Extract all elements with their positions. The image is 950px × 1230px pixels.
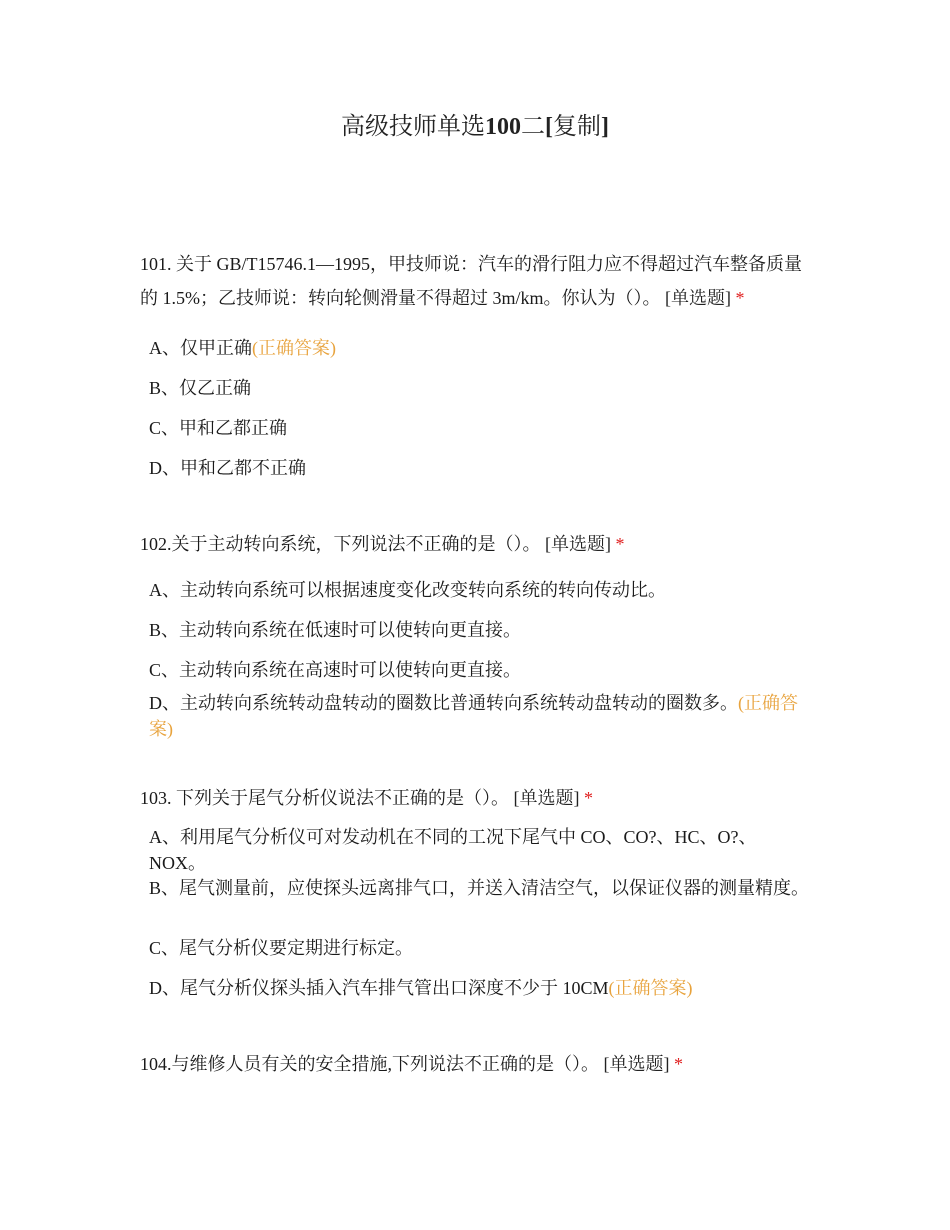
question-101 [140,247,810,315]
correct-answer-label: (正确答案) [252,338,336,358]
option-102-c: C、主动转向系统在高速时可以使转向更直接。 [149,660,522,680]
option-101-a: A、仅甲正确(正确答案) [149,338,336,358]
question-stem: 101. 关于 GB/T15746.1—1995，甲技师说：汽车的滑行阻力应不得超过汽车整备质量的 1.5%；乙技师说：转向轮侧滑量不得超过 3m/km。你认为（）。 [单选题] * [140,254,802,308]
option-101-b: B、仅乙正确 [149,378,252,398]
required-mark: * [584,788,593,808]
required-mark: * [735,288,745,308]
option-103-a: A、利用尾气分析仪可对发动机在不同的工况下尾气中 CO、CO?、HC、O?、NOX。 [149,827,757,873]
title-text: 高级技师单选 [341,114,485,140]
question-103 [140,781,810,815]
option-103-d: D、尾气分析仪探头插入汽车排气管出口深度不少于 10CM(正确答案) [149,978,693,998]
title-suffix: 二 [521,114,545,140]
correct-answer-label: (正确答案) [149,693,798,739]
title-copy-label: 复制 [553,114,601,140]
question-stem: 104.与维修人员有关的安全措施,下列说法不正确的是（）。 [单选题] * [140,1054,683,1074]
correct-answer-label: (正确答案) [608,978,693,998]
question-stem: 102.关于主动转向系统，下列说法不正确的是（）。 [单选题] * [140,534,625,554]
question-102 [140,527,810,561]
required-mark: * [674,1054,683,1074]
option-101-c: C、甲和乙都正确 [149,418,288,438]
required-mark: * [615,534,625,554]
question-stem: 103. 下列关于尾气分析仪说法不正确的是（）。 [单选题] * [140,788,593,808]
option-102-a: A、主动转向系统可以根据速度变化改变转向系统的转向传动比。 [149,580,666,600]
option-102-d: D、主动转向系统转动盘转动的圈数比普通转向系统转动盘转动的圈数多。(正确答案) [149,693,798,739]
question-104 [140,1047,810,1081]
option-103-b: B、尾气测量前，应使探头远离排气口，并送入清洁空气，以保证仪器的测量精度。 [149,878,810,898]
option-101-d: D、甲和乙都不正确 [149,458,306,478]
question-type-tag: [单选题] [665,288,731,308]
page-title [0,110,950,144]
option-102-b: B、主动转向系统在低速时可以使转向更直接。 [149,620,522,640]
question-type-tag: [单选题] [545,534,611,554]
title-bracket-open: [ [545,114,553,140]
option-103-c: C、尾气分析仪要定期进行标定。 [149,938,414,958]
question-type-tag: [单选题] [513,788,580,808]
question-type-tag: [单选题] [603,1054,670,1074]
title-bracket-close: ] [601,114,609,140]
title-number: 100 [485,114,521,140]
